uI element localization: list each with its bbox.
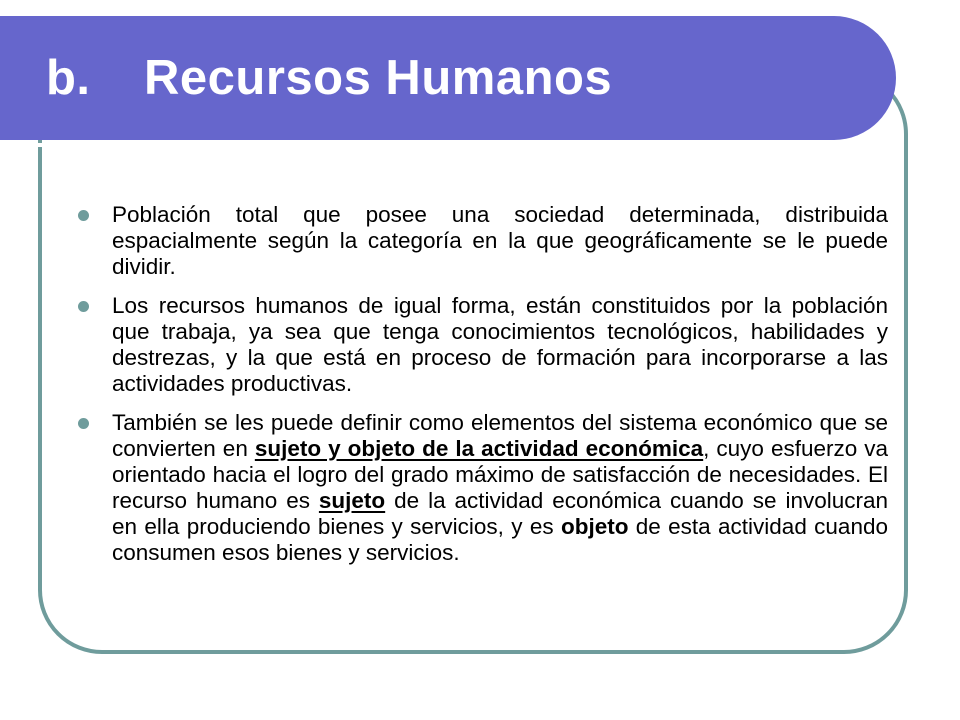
- bullet-text: Los recursos humanos de igual forma, están constituidos por la población que trabaja, ya sea que tenga conocimientos tecnológicos, habilidades y destrezas, y la que está en proceso de formación para incorporarse a las actividades productivas.: [112, 293, 888, 396]
- title-number: b.: [46, 51, 91, 105]
- bullet-text: de la actividad económica cuando se involucran en ella produciendo bienes y servicios, y es: [112, 488, 888, 539]
- slide-title: [46, 51, 613, 105]
- slide-content: [76, 202, 888, 579]
- bullet-text: , cuyo esfuerzo va orientado hacia el logro del grado máximo de satisfacción de necesidades. El recurso humano es: [112, 436, 888, 513]
- emphasis-sujeto-objeto: sujeto y objeto de la actividad económica: [254, 436, 704, 461]
- bullet-list: [76, 202, 888, 566]
- bullet-item: [76, 293, 888, 397]
- title-underline: [0, 143, 848, 147]
- bullet-text: de esta actividad cuando consumen esos bienes y servicios.: [112, 514, 888, 565]
- bullet-dot-icon: [78, 301, 89, 312]
- bullet-dot-icon: [78, 418, 89, 429]
- bullet-dot-icon: [78, 210, 89, 221]
- bullet-text: También se les puede definir como elementos del sistema económico que se convierten en: [112, 410, 888, 461]
- bullet-item: [76, 410, 888, 566]
- emphasis-objeto: objeto: [560, 514, 629, 539]
- title-bar: [0, 16, 896, 140]
- title-text: Recursos Humanos: [144, 51, 613, 105]
- bullet-text: Población total que posee una sociedad determinada, distribuida espacialmente según la categoría en la que geográficamente se le puede dividir.: [112, 202, 888, 279]
- bullet-item: [76, 202, 888, 280]
- emphasis-sujeto: sujeto: [318, 488, 386, 513]
